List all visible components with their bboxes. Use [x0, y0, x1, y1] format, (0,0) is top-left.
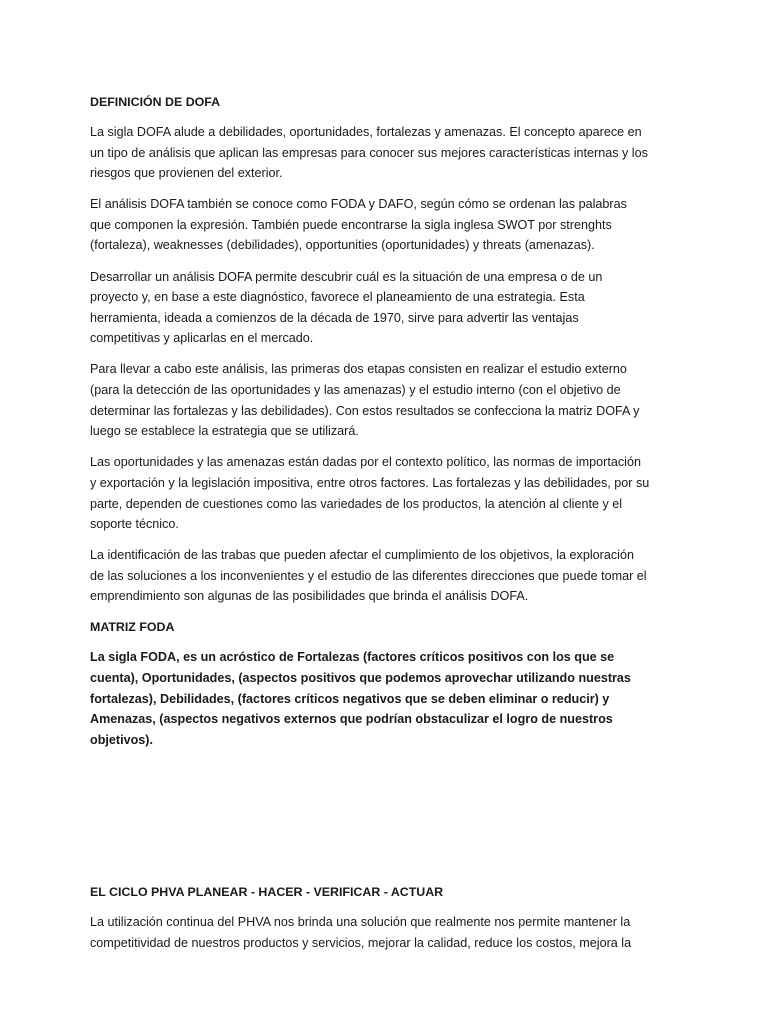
- paragraph-identificacion-trabas: La identificación de las trabas que pueden afectar el cumplimiento de los objetivos, la exploración de las soluciones a los inconvenientes y el estudio de las diferentes direcciones que puede tomar el emprendimiento son algunas de las posibilidades que brinda el análisis DOFA.: [90, 548, 647, 604]
- paragraph-sigla-dofa: La sigla DOFA alude a debilidades, oportunidades, fortalezas y amenazas. El concepto aparece en un tipo de análisis que aplican las empresas para conocer sus mejores características internas y los riesgos que provienen del exterior.: [90, 125, 648, 181]
- blank-space: [90, 761, 650, 882]
- paragraph-oportunidades-amenazas: Las oportunidades y las amenazas están dadas por el contexto político, las normas de importación y exportación y la legislación impositiva, entre otros factores. Las fortalezas y las debilidades, por su parte, dependen de cuestiones como las variedades de los productos, la atención al cliente y el soporte técnico.: [90, 455, 650, 532]
- paragraph-acrostico-foda: La sigla FODA, es un acróstico de Fortalezas (factores críticos positivos con los que se cuenta), Oportunidades, (aspectos positivos que podemos aprovechar utilizando nuestras fortalezas), Debilidades, (factores críticos negativos que se deben eliminar o reducir) y Amenazas, (aspectos negativos externos que podrían obstaculizar el logro de nuestros objetivos).: [90, 650, 631, 747]
- section-heading-matriz-foda: MATRIZ FODA: [90, 620, 175, 635]
- section-heading-definicion-dofa: DEFINICIÓN DE DOFA: [90, 95, 221, 109]
- paragraph-foda-dafo-swot: El análisis DOFA también se conoce como FODA y DAFO, según cómo se ordenan las palabras que componen la expresión. También puede encontrarse la sigla inglesa SWOT por strenghts (fortaleza), weaknesses (debilidades), opportunities (oportunidades) y threats (amenazas).: [90, 197, 627, 253]
- paragraph-utilizacion-phva: La utilización continua del PHVA nos brinda una solución que realmente nos permite mantener la competitividad de nuestros productos y servicios, mejorar la calidad, reduce los costos, mejora la: [90, 914, 632, 950]
- paragraph-desarrollar-analisis: Desarrollar un análisis DOFA permite descubrir cuál es la situación de una empresa o de un proyecto y, en base a este diagnóstico, favorece el planeamiento de una estrategia. Esta herramienta, ideada a comienzos de la década de 1970, sirve para advertir las ventajas competitivas y aplicarlas en el mercado.: [90, 269, 603, 346]
- paragraph-etapas-estudio: Para llevar a cabo este análisis, las primeras dos etapas consisten en realizar el estudio externo (para la detección de las oportunidades y las amenazas) y el estudio interno (con el objetivo de determinar las fortalezas y las debilidades). Con estos resultados se confecciona la matriz DOFA y luego se establece la estrategia que se utilizará.: [90, 362, 640, 439]
- section-heading-ciclo-phva: EL CICLO PHVA PLANEAR - HACER - VERIFICAR - ACTUAR: [90, 884, 444, 899]
- document-page: [90, 92, 650, 964]
